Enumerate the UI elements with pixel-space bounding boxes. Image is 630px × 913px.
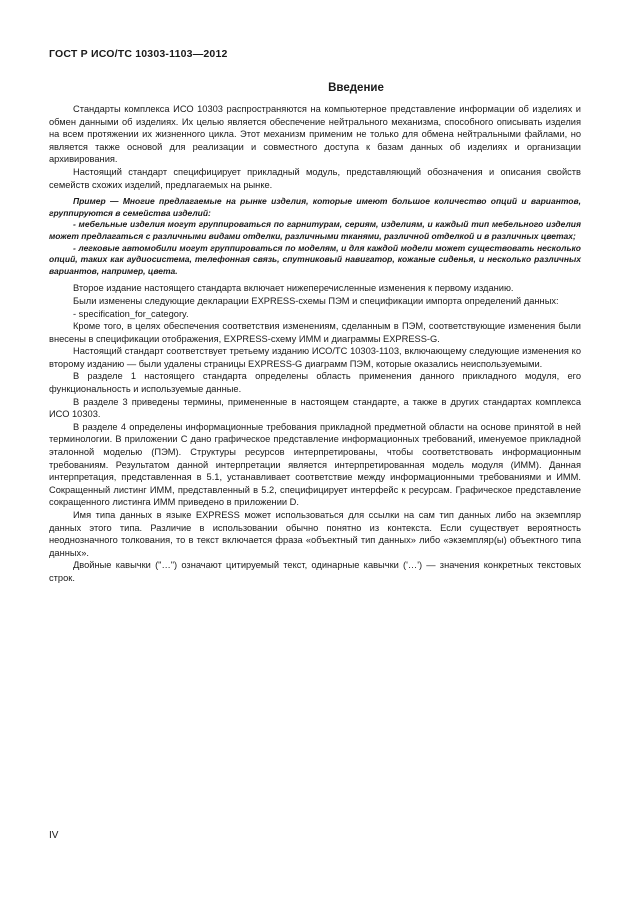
document-code: ГОСТ Р ИСО/ТС 10303-1103—2012	[49, 48, 228, 60]
paragraph: В разделе 1 настоящего стандарта определены область применения данного прикладного модуля, его функциональность и используемые данные.	[49, 371, 581, 395]
paragraph: Стандарты комплекса ИСО 10303 распространяются на компьютерное представление информации об изделиях и обмен данными об изделиях. Их целью является обеспечение нейтрального механизма, способного описывать изделия на всем протяжении их жизненного цикла. Этот механизм применим не только для обмена нейтральными файлами, но является также основой для реализации и совместного доступа к базам данных об изделиях и организации архивирования.	[49, 104, 581, 165]
paragraph: Имя типа данных в языке EXPRESS может использоваться для ссылки на сам тип данных либо на экземпляр данных этого типа. Различие в использовании обычно понятно из контекста. Если существует вероятность неоднозначного толкования, то в текст включается фраза «объектный тип данных» либо «экземпляр(ы) объектного типа данных».	[49, 510, 581, 558]
paragraph: В разделе 3 приведены термины, примененные в настоящем стандарте, а также в других стандартах комплекса ИСО 10303.	[49, 396, 581, 420]
list-item: - specification_for_category.	[73, 308, 189, 319]
paragraph: Двойные кавычки ("…") означают цитируемый текст, одинарные кавычки ('…') — значения конкретных текстовых строк.	[49, 560, 581, 583]
example-item: - легковые автомобили могут группироваться по моделям, и для каждой модели может существовать несколько опций, таких как аудиосистема, телефонная связь, спутниковый навигатор, кожаные сиденья, и несколько различных вариантов, например, цвета.	[49, 242, 581, 276]
paragraph: Были изменены следующие декларации EXPRESS-схемы ПЭМ и спецификации импорта определений данных:	[73, 295, 559, 306]
example-item: - мебельные изделия могут группироваться по гарнитурам, сериям, изделиям, и каждый тип мебельного изделия может предлагаться с различными видами отделки, различными тканями, различной отделкой и в различных цветах;	[49, 219, 581, 241]
paragraph: Настоящий стандарт соответствует третьему изданию ИСО/ТС 10303-1103, включающему следующие изменения ко второму изданию — были удалены страницы EXPRESS-G диаграмм ПЭМ, которые оказались неиспользуемыми.	[49, 346, 581, 369]
paragraph: Второе издание настоящего стандарта включает нижеперечисленные изменения к первому изданию.	[73, 283, 514, 294]
example-block	[49, 196, 581, 277]
page-number: IV	[49, 830, 59, 841]
paragraph: В разделе 4 определены информационные требования прикладной предметной области на основе принятой в ней терминологии. В приложении С дано графическое представление информационных требований, именуемое прикладной эталонной моделью (ПЭМ). Структуры ресурсов интерпретированы, чтобы соответствовать информационным требованиям. Результатом данной интерпретации является интерпретированная модель модуля (ИММ). Данная интерпретация, представленная в 5.1, устанавливает соответствие между информационными требованиями и ИММ. Сокращенный листинг ИММ, представленный в 5.2, специфицирует интерфейс к ресурсам. Графическое представление сокращенного листинга ИММ приведено в приложении D.	[49, 421, 581, 508]
section-title: Введение	[328, 82, 384, 94]
paragraph: Кроме того, в целях обеспечения соответствия изменениям, сделанным в ПЭМ, соответствующие изменения были внесены в спецификации отображения, EXPRESS-схему ИММ и диаграммы EXPRESS-G.	[49, 321, 581, 344]
example-intro: Пример — Многие предлагаемые на рынке изделия, которые имеют большое количество опций и вариантов, группируются в семейства изделий:	[49, 196, 581, 218]
paragraph: Настоящий стандарт специфицирует прикладный модуль, представляющий обозначения и описания свойств семейств схожих изделий, предлагаемых на рынке.	[49, 166, 581, 190]
body-text	[49, 103, 581, 585]
